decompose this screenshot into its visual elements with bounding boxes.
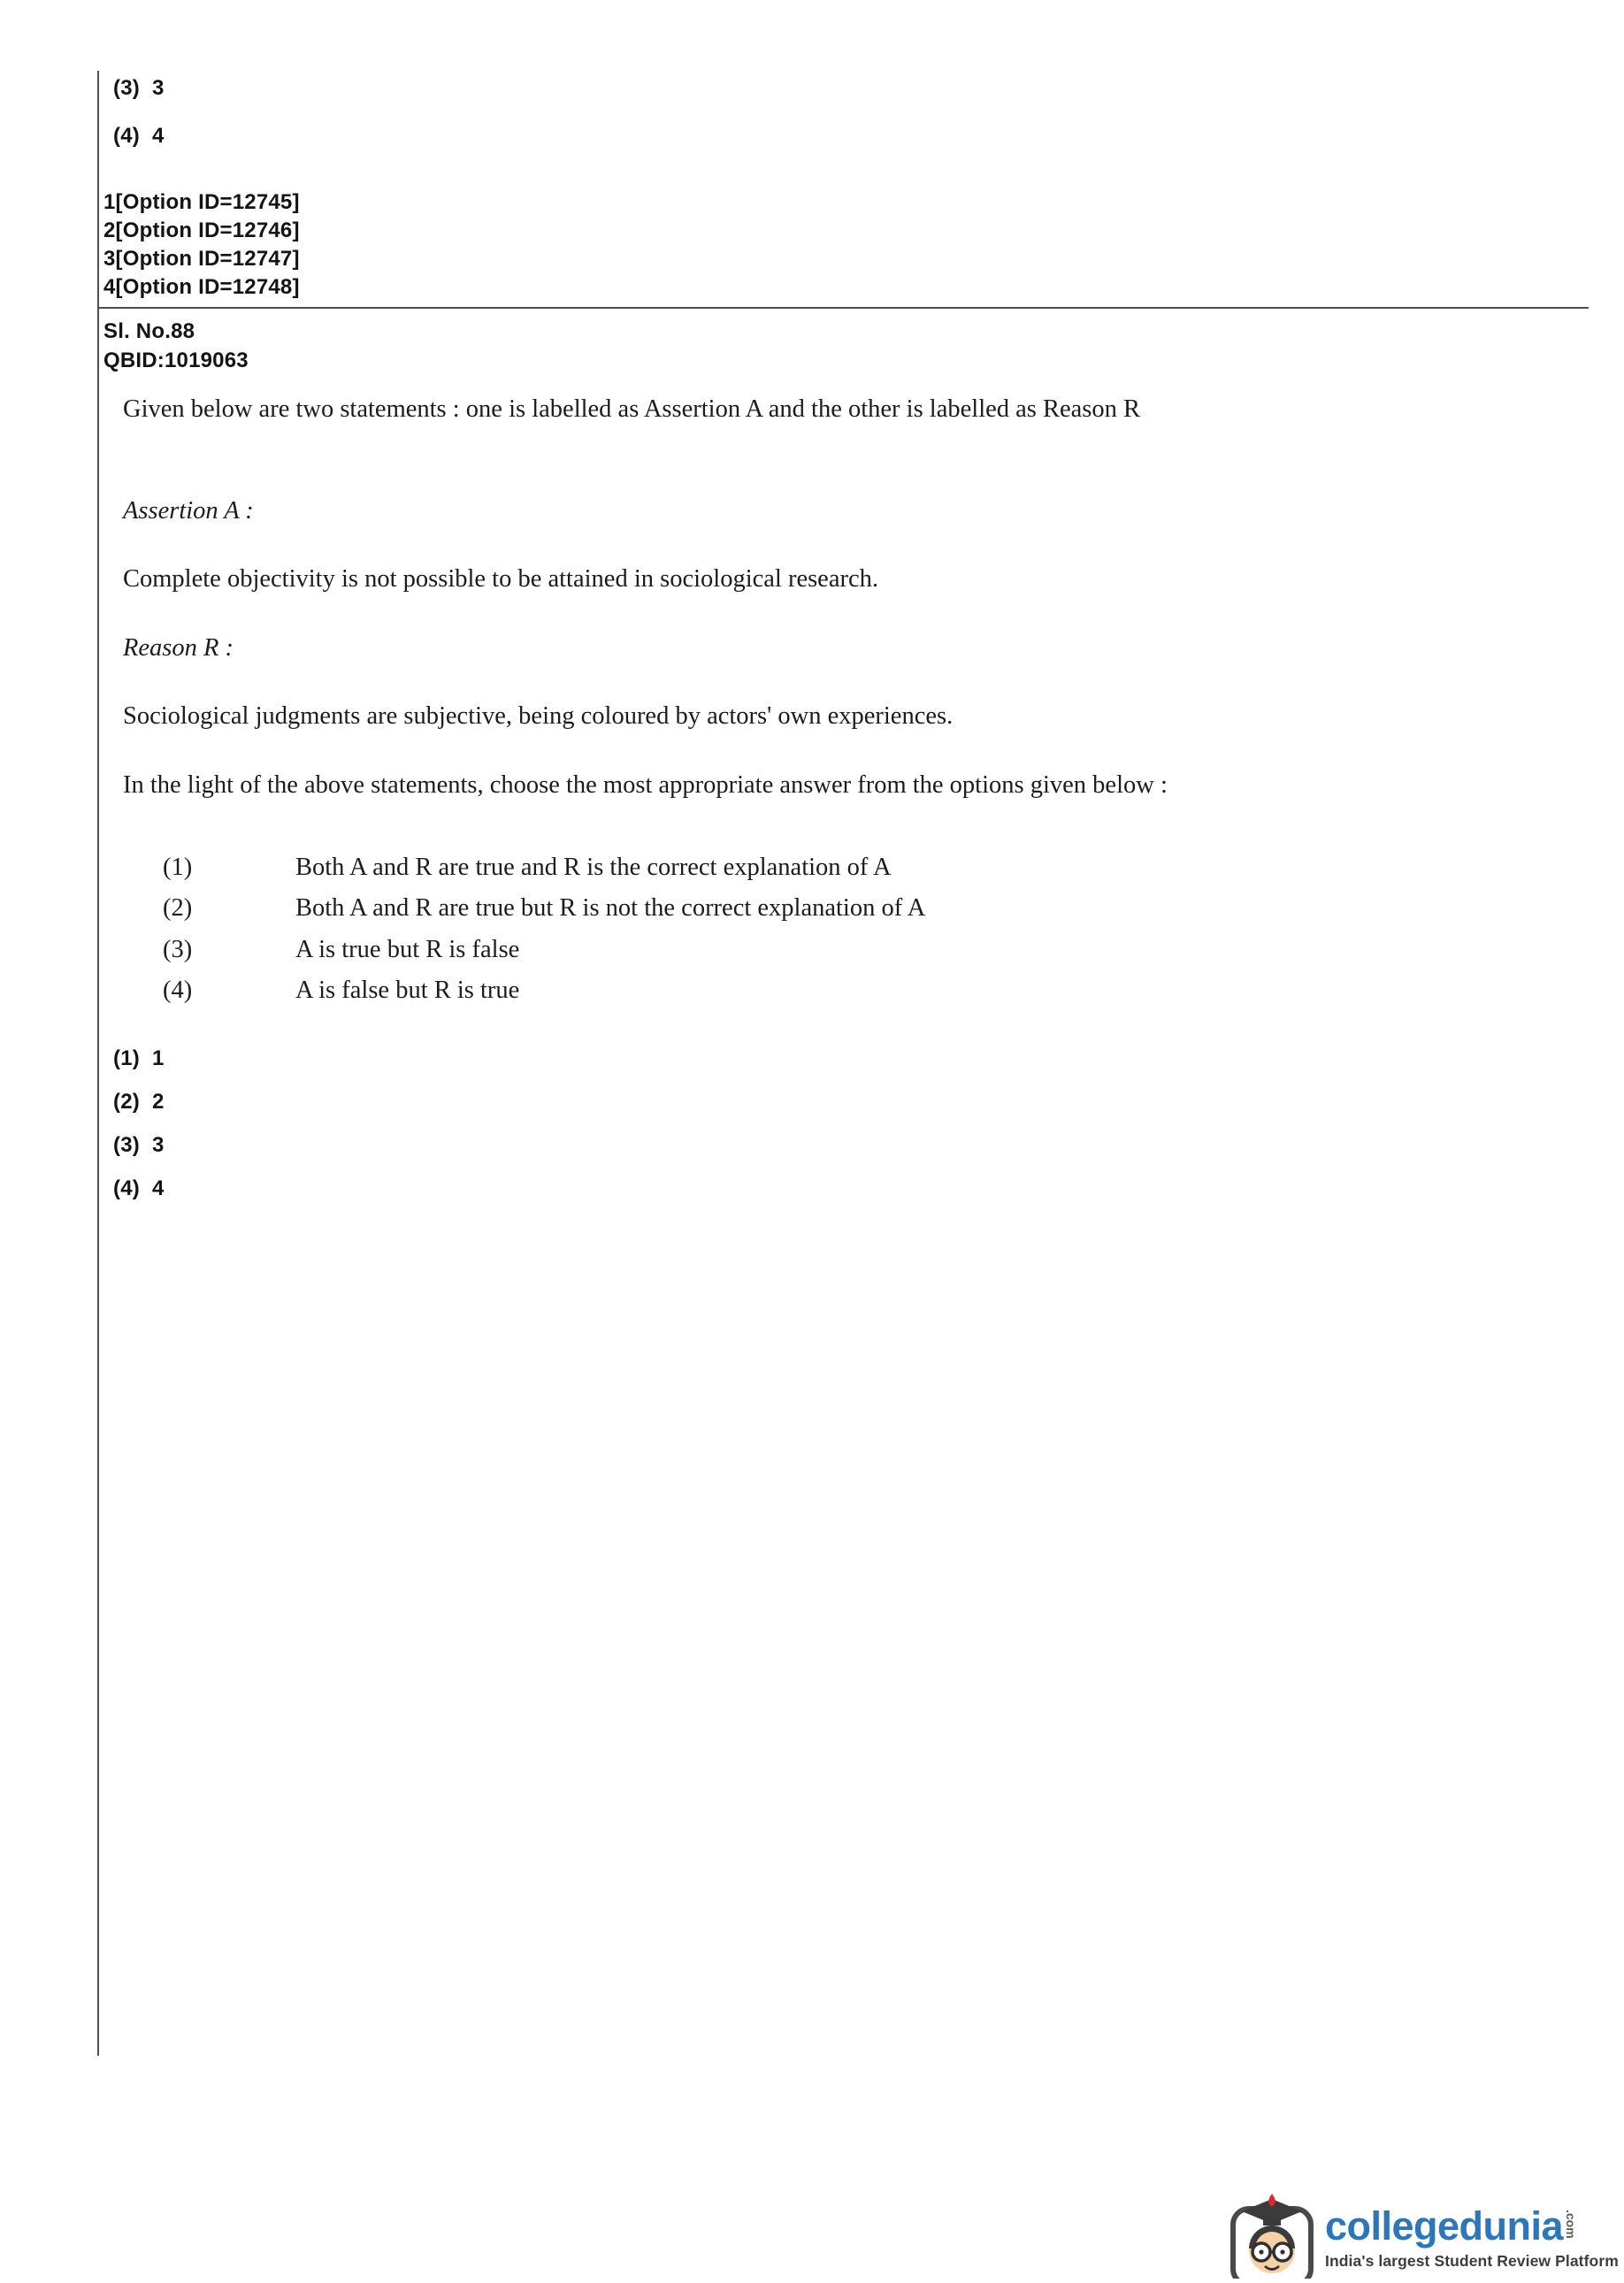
assertion-text: Complete objectivity is not possible to be attained in sociological research. [123, 565, 878, 593]
option-number-label: (3) [113, 76, 140, 100]
answer-number-label: (2) [113, 1090, 140, 1114]
answer-option-row [113, 1176, 165, 1201]
option-id-line: 4[Option ID=12748] [103, 275, 300, 299]
prev-option-row [113, 124, 165, 149]
answer-number-label: (3) [113, 1133, 140, 1157]
choice-row [163, 854, 892, 882]
choice-row [163, 936, 519, 964]
answer-number-label: (4) [113, 1176, 140, 1200]
brand-name: collegedunia [1325, 2203, 1564, 2249]
choice-text: Both A and R are true and R is the correct explanation of A [295, 854, 892, 881]
choice-text: Both A and R are true but R is not the correct explanation of A [295, 894, 926, 922]
prev-option-row [113, 76, 165, 101]
question-intro-text: Given below are two statements : one is labelled as Assertion A and the other is labelled as Reason R [123, 395, 1141, 423]
answer-value: 3 [151, 1133, 165, 1157]
reason-text: Sociological judgments are subjective, being coloured by actors' own experiences. [123, 702, 954, 730]
section-divider-line [97, 307, 1589, 309]
answer-value: 1 [151, 1046, 165, 1070]
choice-row [163, 977, 519, 1005]
option-id-line: 2[Option ID=12746] [103, 218, 300, 242]
choice-number: (2) [163, 894, 193, 922]
answer-number-label: (1) [113, 1046, 140, 1070]
option-id-line: 3[Option ID=12747] [103, 247, 300, 271]
option-number-label: (4) [113, 124, 140, 148]
answer-value: 2 [151, 1090, 165, 1114]
choice-number: (4) [163, 977, 193, 1004]
option-value: 4 [151, 124, 165, 148]
answer-value: 4 [151, 1176, 165, 1200]
answer-option-row [113, 1133, 165, 1158]
brand-logo[interactable] [1228, 2194, 1619, 2283]
question-header [103, 317, 249, 375]
choice-text: A is false but R is true [295, 977, 520, 1004]
option-id-block [103, 188, 300, 302]
left-border-line [97, 71, 99, 2056]
reason-label: Reason R : [123, 634, 234, 662]
choice-number: (1) [163, 854, 193, 881]
brand-text-block [1325, 2194, 1619, 2271]
option-id-line: 1[Option ID=12745] [103, 190, 300, 214]
brand-domain: .com [1564, 2210, 1579, 2239]
question-bank-id: QBID:1019063 [103, 349, 249, 372]
graduate-mascot-icon [1228, 2194, 1316, 2283]
choice-text: A is true but R is false [295, 936, 520, 963]
choice-number: (3) [163, 936, 193, 963]
answer-option-row [113, 1090, 165, 1115]
assertion-label: Assertion A : [123, 497, 254, 525]
instruction-text: In the light of the above statements, choose the most appropriate answer from the options given below : [123, 771, 1168, 799]
choice-row [163, 894, 925, 923]
answer-option-row [113, 1046, 165, 1071]
question-serial-number: Sl. No.88 [103, 319, 195, 343]
option-value: 3 [151, 76, 165, 100]
brand-tagline: India's largest Student Review Platform [1325, 2252, 1619, 2270]
